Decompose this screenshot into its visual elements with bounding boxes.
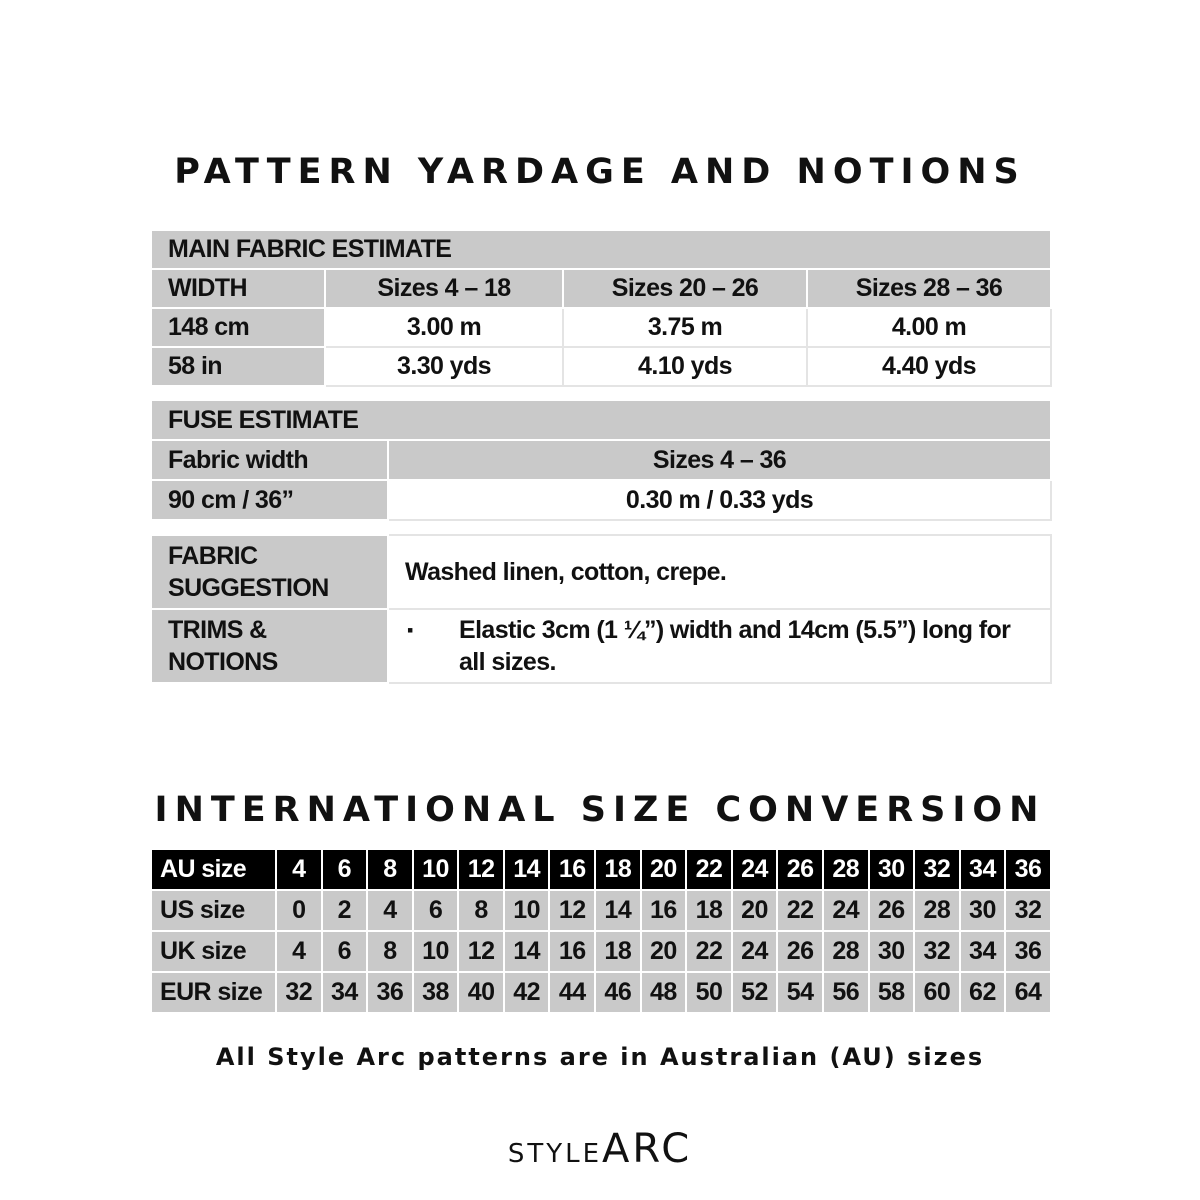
table-cell: 4.00 m: [807, 308, 1051, 347]
size-cell: 36: [1005, 849, 1051, 890]
size-cell: 48: [641, 972, 687, 1013]
size-row-us: [151, 890, 1051, 931]
trims-notions-label: [151, 609, 388, 683]
table-cell: 4.40 yds: [807, 347, 1051, 386]
size-cell: 42: [504, 972, 550, 1013]
fabric-suggestion-row: [151, 535, 1051, 609]
column-header: Sizes 4 – 18: [325, 269, 563, 308]
label-line: NOTIONS: [168, 648, 278, 676]
size-cell: 30: [869, 849, 915, 890]
size-cell: 64: [1005, 972, 1051, 1013]
main-fabric-heading: MAIN FABRIC ESTIMATE: [151, 230, 1051, 269]
row-label: 58 in: [151, 347, 325, 386]
bullet-item: [407, 614, 1050, 678]
size-cell: 4: [276, 849, 322, 890]
size-cell: 14: [595, 890, 641, 931]
table-cell: 3.75 m: [563, 308, 807, 347]
column-header: WIDTH: [151, 269, 325, 308]
size-cell: 32: [914, 849, 960, 890]
footnote: All Style Arc patterns are in Australian (AU) sizes: [215, 1043, 985, 1071]
size-cell: 8: [367, 931, 413, 972]
column-header: Sizes 20 – 26: [563, 269, 807, 308]
size-cell: 20: [732, 890, 778, 931]
size-cell: 10: [413, 931, 459, 972]
table-row: [151, 480, 1051, 520]
size-cell: 56: [823, 972, 869, 1013]
size-cell: 28: [914, 890, 960, 931]
size-cell: 26: [869, 890, 915, 931]
fuse-heading-row: [151, 400, 1051, 440]
size-cell: 32: [914, 931, 960, 972]
size-cell: 4: [276, 931, 322, 972]
fabric-suggestion-value: Washed linen, cotton, crepe.: [388, 535, 1051, 609]
size-cell: 10: [413, 849, 459, 890]
size-cell: 16: [641, 890, 687, 931]
size-row-label: UK size: [151, 931, 276, 972]
size-cell: 0: [276, 890, 322, 931]
size-cell: 54: [777, 972, 823, 1013]
size-cell: 28: [823, 849, 869, 890]
table-cell: 4.10 yds: [563, 347, 807, 386]
table-row: [151, 308, 1051, 347]
table-cell: 3.00 m: [325, 308, 563, 347]
size-row-eur: [151, 972, 1051, 1013]
size-cell: 2: [322, 890, 368, 931]
style-arc-logo: [0, 1126, 1200, 1172]
size-cell: 38: [413, 972, 459, 1013]
size-cell: 36: [1005, 931, 1051, 972]
bullet-text-line: all sizes.: [459, 648, 556, 676]
label-line: SUGGESTION: [168, 574, 329, 602]
size-cell: 24: [732, 931, 778, 972]
size-cell: 52: [732, 972, 778, 1013]
main-fabric-table: [150, 229, 1052, 387]
size-cell: 50: [686, 972, 732, 1013]
size-cell: 32: [276, 972, 322, 1013]
size-cell: 12: [458, 849, 504, 890]
column-header: Fabric width: [151, 440, 388, 480]
trims-notions-row: [151, 609, 1051, 683]
size-cell: 22: [777, 890, 823, 931]
size-cell: 58: [869, 972, 915, 1013]
logo-arc-text: ARC: [602, 1126, 693, 1172]
size-cell: 14: [504, 849, 550, 890]
size-row-uk: [151, 931, 1051, 972]
size-cell: 34: [960, 931, 1006, 972]
square-bullet-icon: ▪: [407, 620, 413, 640]
size-cell: 26: [777, 849, 823, 890]
size-cell: 28: [823, 931, 869, 972]
size-cell: 44: [549, 972, 595, 1013]
bullet-text-line: Elastic 3cm (1 ¼”) width and 14cm (5.5”) long for: [459, 616, 1011, 644]
size-cell: 12: [458, 931, 504, 972]
column-header: Sizes 4 – 36: [388, 440, 1051, 480]
size-row-label: EUR size: [151, 972, 276, 1013]
yardage-title: PATTERN YARDAGE AND NOTIONS: [174, 152, 1026, 192]
conversion-title: INTERNATIONAL SIZE CONVERSION: [154, 790, 1046, 830]
logo-style-text: STYLE: [507, 1139, 603, 1169]
size-cell: 40: [458, 972, 504, 1013]
column-header: Sizes 28 – 36: [807, 269, 1051, 308]
size-cell: 46: [595, 972, 641, 1013]
size-cell: 18: [595, 931, 641, 972]
size-cell: 18: [595, 849, 641, 890]
size-cell: 36: [367, 972, 413, 1013]
size-cell: 32: [1005, 890, 1051, 931]
size-cell: 10: [504, 890, 550, 931]
size-cell: 20: [641, 849, 687, 890]
size-cell: 16: [549, 849, 595, 890]
row-label: 148 cm: [151, 308, 325, 347]
size-cell: 34: [960, 849, 1006, 890]
fabric-suggestion-label: [151, 535, 388, 609]
size-cell: 8: [458, 890, 504, 931]
table-cell: 0.30 m / 0.33 yds: [388, 480, 1051, 520]
size-cell: 24: [823, 890, 869, 931]
size-cell: 24: [732, 849, 778, 890]
size-cell: 8: [367, 849, 413, 890]
size-cell: 16: [549, 931, 595, 972]
size-cell: 60: [914, 972, 960, 1013]
size-row-label: US size: [151, 890, 276, 931]
size-row-au: [151, 849, 1051, 890]
size-conversion-table: [150, 848, 1052, 1014]
size-cell: 30: [869, 931, 915, 972]
table-row: [151, 347, 1051, 386]
size-cell: 6: [322, 849, 368, 890]
trims-notions-value: [388, 609, 1051, 683]
size-cell: 20: [641, 931, 687, 972]
row-label: 90 cm / 36”: [151, 480, 388, 520]
size-row-label: AU size: [151, 849, 276, 890]
size-cell: 26: [777, 931, 823, 972]
fuse-heading: FUSE ESTIMATE: [151, 400, 1051, 440]
size-cell: 4: [367, 890, 413, 931]
size-cell: 12: [549, 890, 595, 931]
fuse-table: [150, 399, 1052, 521]
size-cell: 62: [960, 972, 1006, 1013]
size-cell: 6: [322, 931, 368, 972]
main-fabric-column-row: [151, 269, 1051, 308]
size-cell: 34: [322, 972, 368, 1013]
bullet-text: [459, 614, 1050, 678]
size-cell: 6: [413, 890, 459, 931]
label-line: FABRIC: [168, 542, 258, 570]
fuse-column-row: [151, 440, 1051, 480]
size-cell: 22: [686, 931, 732, 972]
table-cell: 3.30 yds: [325, 347, 563, 386]
size-cell: 14: [504, 931, 550, 972]
label-line: TRIMS &: [168, 616, 267, 644]
size-cell: 30: [960, 890, 1006, 931]
size-cell: 22: [686, 849, 732, 890]
size-cell: 18: [686, 890, 732, 931]
notes-table: [150, 534, 1052, 684]
main-fabric-heading-row: [151, 230, 1051, 269]
